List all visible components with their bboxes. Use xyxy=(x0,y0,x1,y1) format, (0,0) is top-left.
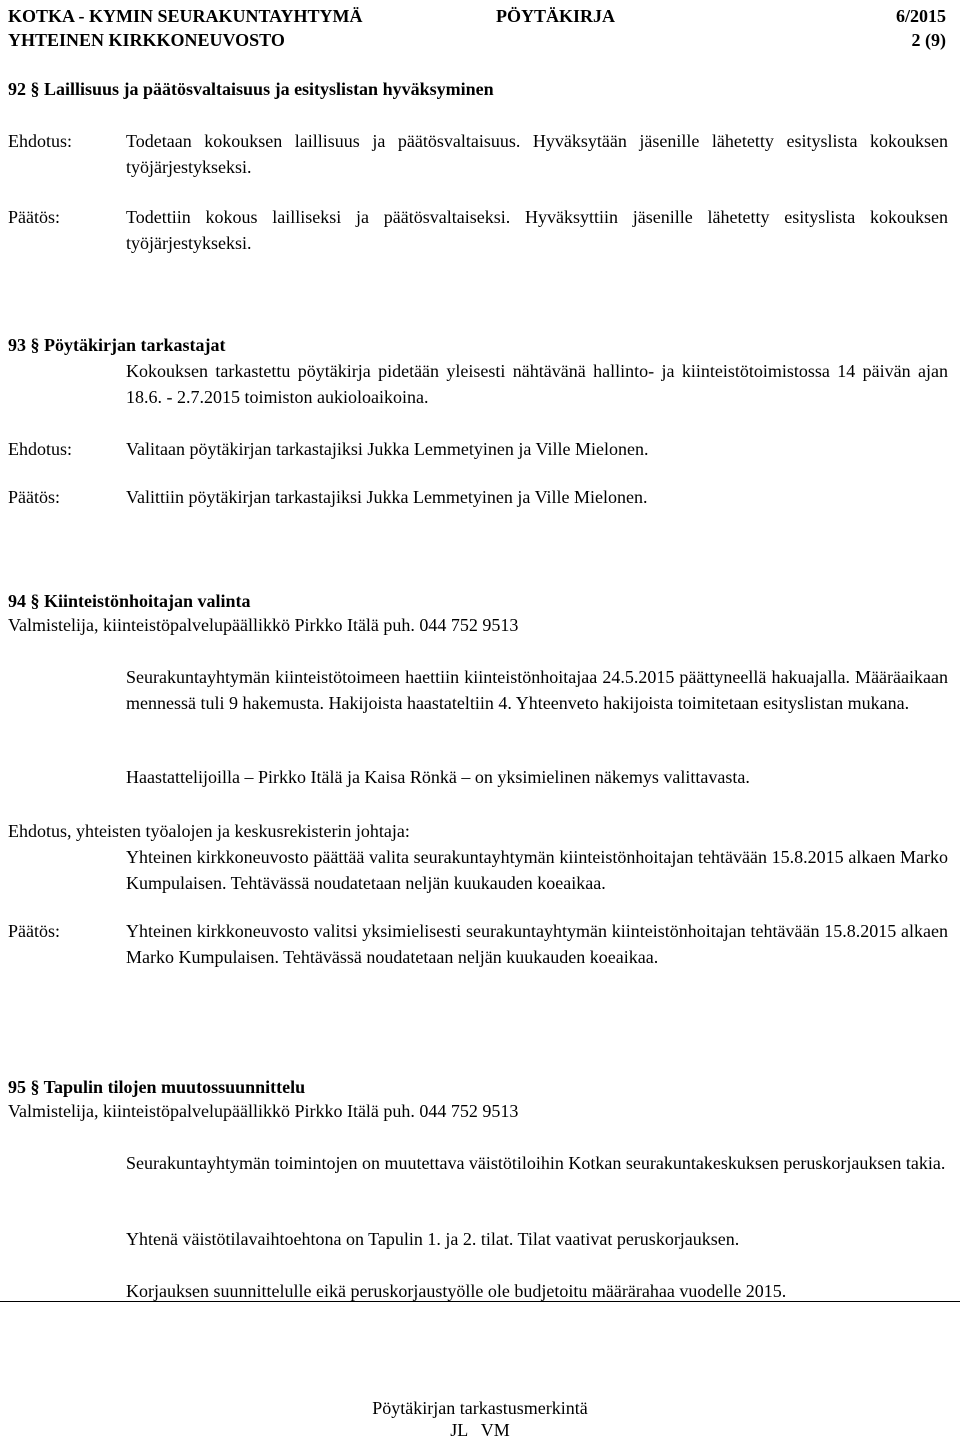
section-95-paragraph-1: Seurakuntayhtymän toimintojen on muutettava väistötiloihin Kotkan seurakuntakeskuksen peruskorjauksen takia. xyxy=(126,1153,946,1173)
header-org: KOTKA - KYMIN SEURAKUNTAYHTYMÄ xyxy=(8,6,363,26)
footer-label: Pöytäkirjan tarkastusmerkintä xyxy=(372,1398,588,1418)
section-93-ehdotus-text: Valitaan pöytäkirjan tarkastajiksi Jukka Lemmetyinen ja Ville Mielonen. xyxy=(126,439,649,459)
section-94-valmistelija: Valmistelija, kiinteistöpalvelupäällikkö Pirkko Itälä puh. 044 752 9513 xyxy=(8,615,519,635)
section-92-paatos-label: Päätös: xyxy=(8,207,60,227)
section-93-paatos-label: Päätös: xyxy=(8,487,60,507)
section-93-intro: Kokouksen tarkastettu pöytäkirja pidetään yleisesti nähtävänä hallinto- ja kiinteistötoimistossa 14 päivän ajan 18.6. - 2.7.2015 toimiston aukioloaikoina. xyxy=(126,361,948,407)
header-doc-type: PÖYTÄKIRJA xyxy=(496,6,616,26)
header-doc-number: 6/2015 xyxy=(895,6,946,26)
section-93-title: 93 § Pöytäkirjan tarkastajat xyxy=(8,335,226,355)
header-body: YHTEINEN KIRKKONEUVOSTO xyxy=(8,30,285,50)
section-94-paatos-text: Yhteinen kirkkoneuvosto valitsi yksimielisesti seurakuntayhtymän kiinteistönhoitajan tehtävään 15.8.2015 alkaen Marko Kumpulaisen. Tehtävässä noudatetaan neljän kuukauden koeaikaa. xyxy=(126,921,948,967)
footer-initials: JL VM xyxy=(450,1420,510,1440)
section-92-ehdotus-text: Todetaan kokouksen laillisuus ja päätösvaltaisuus. Hyväksytään jäsenille lähetetty esityslista kokouksen työjärjestykseksi. xyxy=(126,131,948,177)
footer-separator xyxy=(0,1301,960,1302)
section-95-title: 95 § Tapulin tilojen muutossuunnittelu xyxy=(8,1077,306,1097)
section-94-ehdotus-text: Yhteinen kirkkoneuvosto päättää valita seurakuntayhtymän kiinteistönhoitajan tehtävään 15.8.2015 alkaen Marko Kumpulaisen. Tehtävässä noudatetaan neljän kuukauden koeaikaa. xyxy=(126,847,948,893)
section-92-paatos-text: Todettiin kokous lailliseksi ja päätösvaltaiseksi. Hyväksyttiin jäsenille lähetetty esityslista kokouksen työjärjestykseksi. xyxy=(126,207,948,253)
section-93-ehdotus-label: Ehdotus: xyxy=(8,439,73,459)
section-95-valmistelija: Valmistelija, kiinteistöpalvelupäällikkö Pirkko Itälä puh. 044 752 9513 xyxy=(8,1101,519,1121)
section-92-ehdotus-label: Ehdotus: xyxy=(8,131,73,151)
section-94-paragraph-1: Seurakuntayhtymän kiinteistötoimeen haettiin kiinteistönhoitajaa 24.5.2015 päättyneellä hakuajalla. Määräaikaan mennessä tuli 9 hakemusta. Hakijoista haastateltiin 4. Yhteenveto hakijoista toimitetaan esityslistan mukana. xyxy=(126,667,948,713)
section-93-paatos-text: Valittiin pöytäkirjan tarkastajiksi Jukka Lemmetyinen ja Ville Mielonen. xyxy=(126,487,648,507)
section-94-ehdotus-label: Ehdotus, yhteisten työalojen ja keskusrekisterin johtaja: xyxy=(8,821,410,841)
section-94-paatos-label: Päätös: xyxy=(8,921,60,941)
section-92-title: 92 § Laillisuus ja päätösvaltaisuus ja esityslistan hyväksyminen xyxy=(8,79,494,99)
section-94-title: 94 § Kiinteistönhoitajan valinta xyxy=(8,591,251,611)
section-94-paragraph-2: Haastattelijoilla – Pirkko Itälä ja Kaisa Rönkä – on yksimielinen näkemys valittavasta. xyxy=(126,767,750,787)
header-page: 2 (9) xyxy=(911,30,946,50)
section-95-paragraph-2: Yhtenä väistötilavaihtoehtona on Tapulin 1. ja 2. tilat. Tilat vaativat peruskorjauksen. xyxy=(126,1229,740,1249)
section-95-paragraph-3: Korjauksen suunnittelulle eikä peruskorjaustyölle ole budjetoitu määrärahaa vuodelle 2015. xyxy=(126,1281,787,1301)
